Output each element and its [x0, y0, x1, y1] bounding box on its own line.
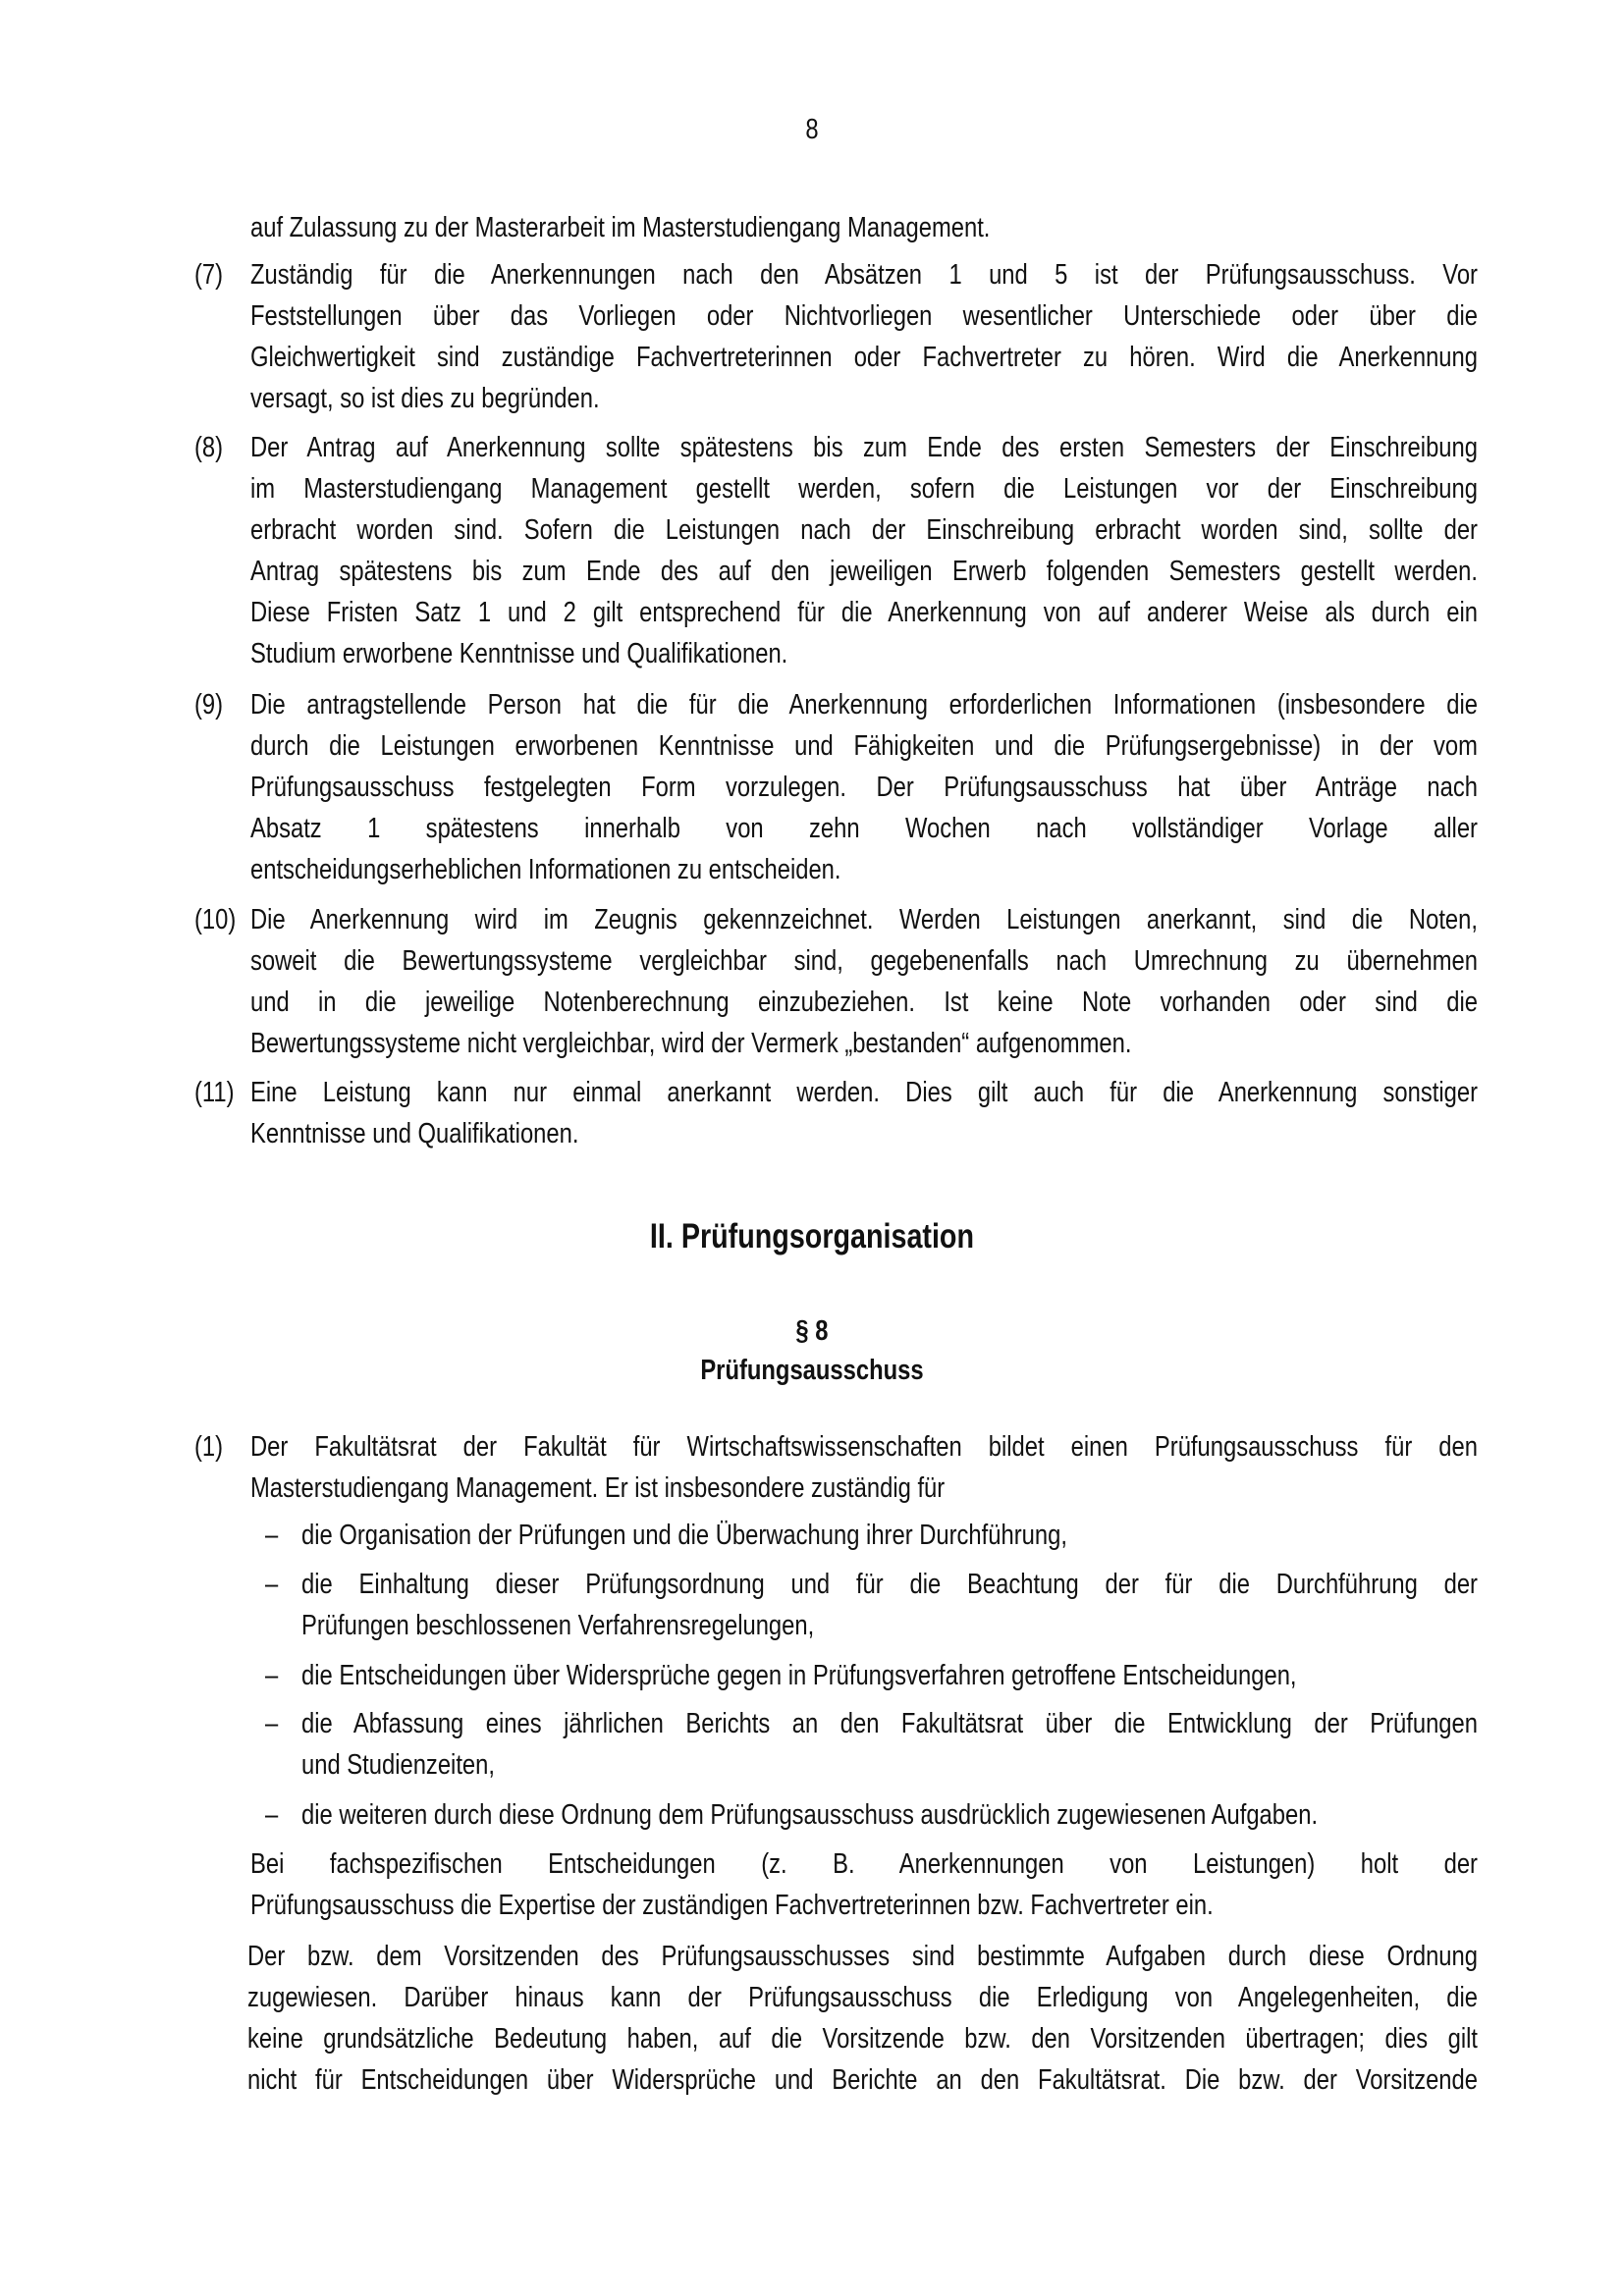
text-line: und in die jeweilige Notenberechnung einzubeziehen. Ist keine Note vorhanden oder sind die	[249, 987, 1478, 1018]
text-line: Prüfungsausschuss festgelegten Form vorzulegen. Der Prüfungsausschuss hat über Anträge nach	[249, 772, 1478, 803]
paragraph-number: (1)	[193, 1431, 224, 1463]
paragraph-number: (10)	[193, 904, 237, 935]
text-line: Der Fakultätsrat der Fakultät für Wirtschaftswissenschaften bildet einen Prüfungsausschuss für den	[249, 1431, 1478, 1463]
paragraph-number: (9)	[193, 689, 224, 721]
dash-bullet: –	[264, 1520, 279, 1551]
dash-bullet: –	[264, 1708, 279, 1739]
paragraph-number: (7)	[193, 259, 224, 291]
text-line: keine grundsätzliche Bedeutung haben, auf die Vorsitzende bzw. den Vorsitzenden übertragen; dies gilt	[246, 2023, 1478, 2055]
text-line: zugewiesen. Darüber hinaus kann der Prüfungsausschuss die Erledigung von Angelegenheiten, die	[246, 1982, 1478, 2013]
section-heading: II. Prüfungsorganisation	[649, 1217, 975, 1255]
text-line: die Organisation der Prüfungen und die Überwachung ihrer Durchführung,	[300, 1520, 1067, 1551]
text-line: Prüfungen beschlossenen Verfahrensregelungen,	[300, 1610, 815, 1641]
text-line: Eine Leistung kann nur einmal anerkannt werden. Dies gilt auch für die Anerkennung sonstiger	[249, 1077, 1478, 1108]
paragraph-sign: § 8	[795, 1315, 829, 1347]
text-line: Masterstudiengang Management. Er ist insbesondere zuständig für	[249, 1472, 946, 1504]
text-line: die weiteren durch diese Ordnung dem Prüfungsausschuss ausdrücklich zugewiesenen Aufgaben.	[300, 1799, 1319, 1831]
text-line: Absatz 1 spätestens innerhalb von zehn Wochen nach vollständiger Vorlage aller	[249, 813, 1478, 844]
page-number: 8	[805, 114, 819, 145]
text-line: und Studienzeiten,	[300, 1749, 495, 1781]
text-line: die Einhaltung dieser Prüfungsordnung und für die Beachtung der für die Durchführung der	[300, 1569, 1478, 1600]
text-line: Feststellungen über das Vorliegen oder Nichtvorliegen wesentlicher Unterschiede oder über die	[249, 300, 1478, 332]
text-line: Studium erworbene Kenntnisse und Qualifikationen.	[249, 638, 788, 669]
text-line: Der Antrag auf Anerkennung sollte spätestens bis zum Ende des ersten Semesters der Einschreibung	[249, 432, 1478, 463]
paragraph-title: Prüfungsausschuss	[700, 1355, 924, 1386]
text-line: Zuständig für die Anerkennungen nach den Absätzen 1 und 5 ist der Prüfungsausschuss. Vor	[249, 259, 1478, 291]
text-line: Antrag spätestens bis zum Ende des auf den jeweiligen Erwerb folgenden Semesters gestellt werden.	[249, 556, 1478, 587]
text-line: erbracht worden sind. Sofern die Leistungen nach der Einschreibung erbracht worden sind, sollte der	[249, 514, 1478, 546]
paragraph-number: (11)	[193, 1077, 235, 1108]
text-line: Kenntnisse und Qualifikationen.	[249, 1118, 579, 1149]
text-line: Die antragstellende Person hat die für die Anerkennung erforderlichen Informationen (insbesondere die	[249, 689, 1478, 721]
dash-bullet: –	[264, 1660, 279, 1691]
text-line: soweit die Bewertungssysteme vergleichbar sind, gegebenenfalls nach Umrechnung zu übernehmen	[249, 945, 1478, 977]
text-line: Der bzw. dem Vorsitzenden des Prüfungsausschusses sind bestimmte Aufgaben durch diese Ordnung	[246, 1941, 1478, 1972]
text-line: Bewertungssysteme nicht vergleichbar, wird der Vermerk „bestanden“ aufgenommen.	[249, 1028, 1132, 1059]
dash-bullet: –	[264, 1569, 279, 1600]
text-line: Prüfungsausschuss die Expertise der zuständigen Fachvertreterinnen bzw. Fachvertreter ein.	[249, 1890, 1214, 1921]
text-line: im Masterstudiengang Management gestellt werden, sofern die Leistungen vor der Einschreibung	[249, 473, 1478, 505]
text-line: nicht für Entscheidungen über Widersprüche und Berichte an den Fakultätsrat. Die bzw. der Vorsitzende	[246, 2064, 1478, 2096]
text-line: die Entscheidungen über Widersprüche gegen in Prüfungsverfahren getroffene Entscheidungen,	[300, 1660, 1297, 1691]
text-line: Bei fachspezifischen Entscheidungen (z. B. Anerkennungen von Leistungen) holt der	[249, 1848, 1478, 1880]
text-line: Gleichwertigkeit sind zuständige Fachvertreterinnen oder Fachvertreter zu hören. Wird die Anerkennung	[249, 342, 1478, 373]
paragraph-number: (8)	[193, 432, 224, 463]
text-line: entscheidungserheblichen Informationen zu entscheiden.	[249, 854, 841, 885]
text-line: auf Zulassung zu der Masterarbeit im Masterstudiengang Management.	[249, 212, 991, 243]
text-line: Diese Fristen Satz 1 und 2 gilt entsprechend für die Anerkennung von auf anderer Weise als durch ein	[249, 597, 1478, 628]
text-line: versagt, so ist dies zu begründen.	[249, 383, 600, 414]
text-line: durch die Leistungen erworbenen Kenntnisse und Fähigkeiten und die Prüfungsergebnisse) in der vom	[249, 730, 1478, 762]
text-line: Die Anerkennung wird im Zeugnis gekennzeichnet. Werden Leistungen anerkannt, sind die Noten,	[249, 904, 1478, 935]
dash-bullet: –	[264, 1799, 279, 1831]
text-line: die Abfassung eines jährlichen Berichts an den Fakultätsrat über die Entwicklung der Prüfungen	[300, 1708, 1478, 1739]
